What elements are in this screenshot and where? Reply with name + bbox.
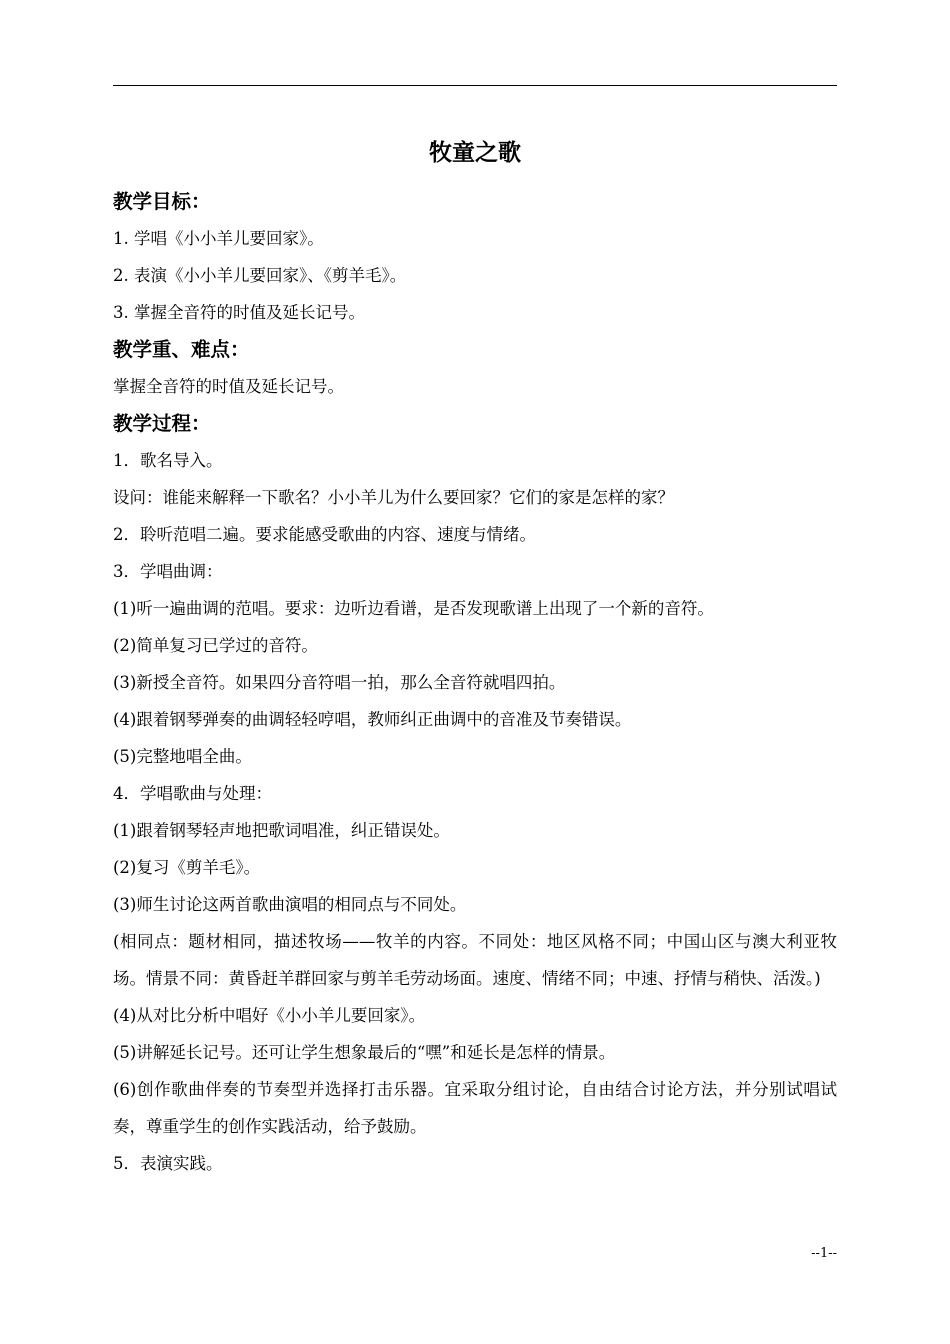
objective-item: 3. 掌握全音符的时值及延长记号。 — [113, 303, 365, 322]
process-line: (5)讲解延长记号。还可让学生想象最后的“嘿”和延长是怎样的情景。 — [113, 1043, 616, 1062]
document-title: 牧童之歌 — [429, 140, 521, 166]
document-body — [113, 183, 837, 1182]
process-line: 2．聆听范唱二遍。要求能感受歌曲的内容、速度与情绪。 — [113, 525, 536, 544]
creation-paragraph: (6)创作歌曲伴奏的节奏型并选择打击乐器。宜采取分组讨论，自由结合讨论方法，并分别试唱试奏，尊重学生的创作实践活动，给予鼓励。 — [113, 1080, 837, 1136]
objective-item: 2. 表演《小小羊儿要回家》、《剪羊毛》。 — [113, 266, 407, 285]
process-line: 4．学唱歌曲与处理： — [113, 784, 272, 803]
process-line: (3)新授全音符。如果四分音符唱一拍，那么全音符就唱四拍。 — [113, 673, 566, 692]
process-line: (2)简单复习已学过的音符。 — [113, 636, 318, 655]
page-number: --1-- — [811, 1246, 837, 1261]
header-rule — [113, 85, 837, 86]
process-line: (1)跟着钢琴轻声地把歌词唱准，纠正错误处。 — [113, 821, 450, 840]
section-heading-process: 教学过程： — [113, 412, 211, 435]
process-line: 3．学唱曲调： — [113, 562, 223, 581]
section-heading-key-points: 教学重、难点： — [113, 338, 250, 361]
process-line: (2)复习《剪羊毛》。 — [113, 858, 261, 877]
process-line: 5．表演实践。 — [113, 1154, 223, 1173]
process-line: 1．歌名导入。 — [113, 451, 223, 470]
process-line: (4)跟着钢琴弹奏的曲调轻轻哼唱，教师纠正曲调中的音准及节奏错误。 — [113, 710, 632, 729]
process-line: (1)听一遍曲调的范唱。要求：边听边看谱，是否发现歌谱上出现了一个新的音符。 — [113, 599, 714, 618]
key-points-text: 掌握全音符的时值及延长记号。 — [113, 377, 344, 396]
process-line: (4)从对比分析中唱好《小小羊儿要回家》。 — [113, 1006, 426, 1025]
comparison-paragraph: (相同点：题材相同，描述牧场——牧羊的内容。不同处：地区风格不同；中国山区与澳大利亚牧场。情景不同：黄昏赶羊群回家与剪羊毛劳动场面。速度、情绪不同；中速、抒情与稍快、活泼。) — [113, 932, 837, 988]
section-heading-objectives: 教学目标： — [113, 190, 211, 213]
objective-item: 1. 学唱《小小羊儿要回家》。 — [113, 229, 324, 248]
process-line: 设问：谁能来解释一下歌名？小小羊儿为什么要回家？它们的家是怎样的家？ — [113, 488, 674, 507]
process-line: (3)师生讨论这两首歌曲演唱的相同点与不同处。 — [113, 895, 467, 914]
process-line: (5)完整地唱全曲。 — [113, 747, 252, 766]
